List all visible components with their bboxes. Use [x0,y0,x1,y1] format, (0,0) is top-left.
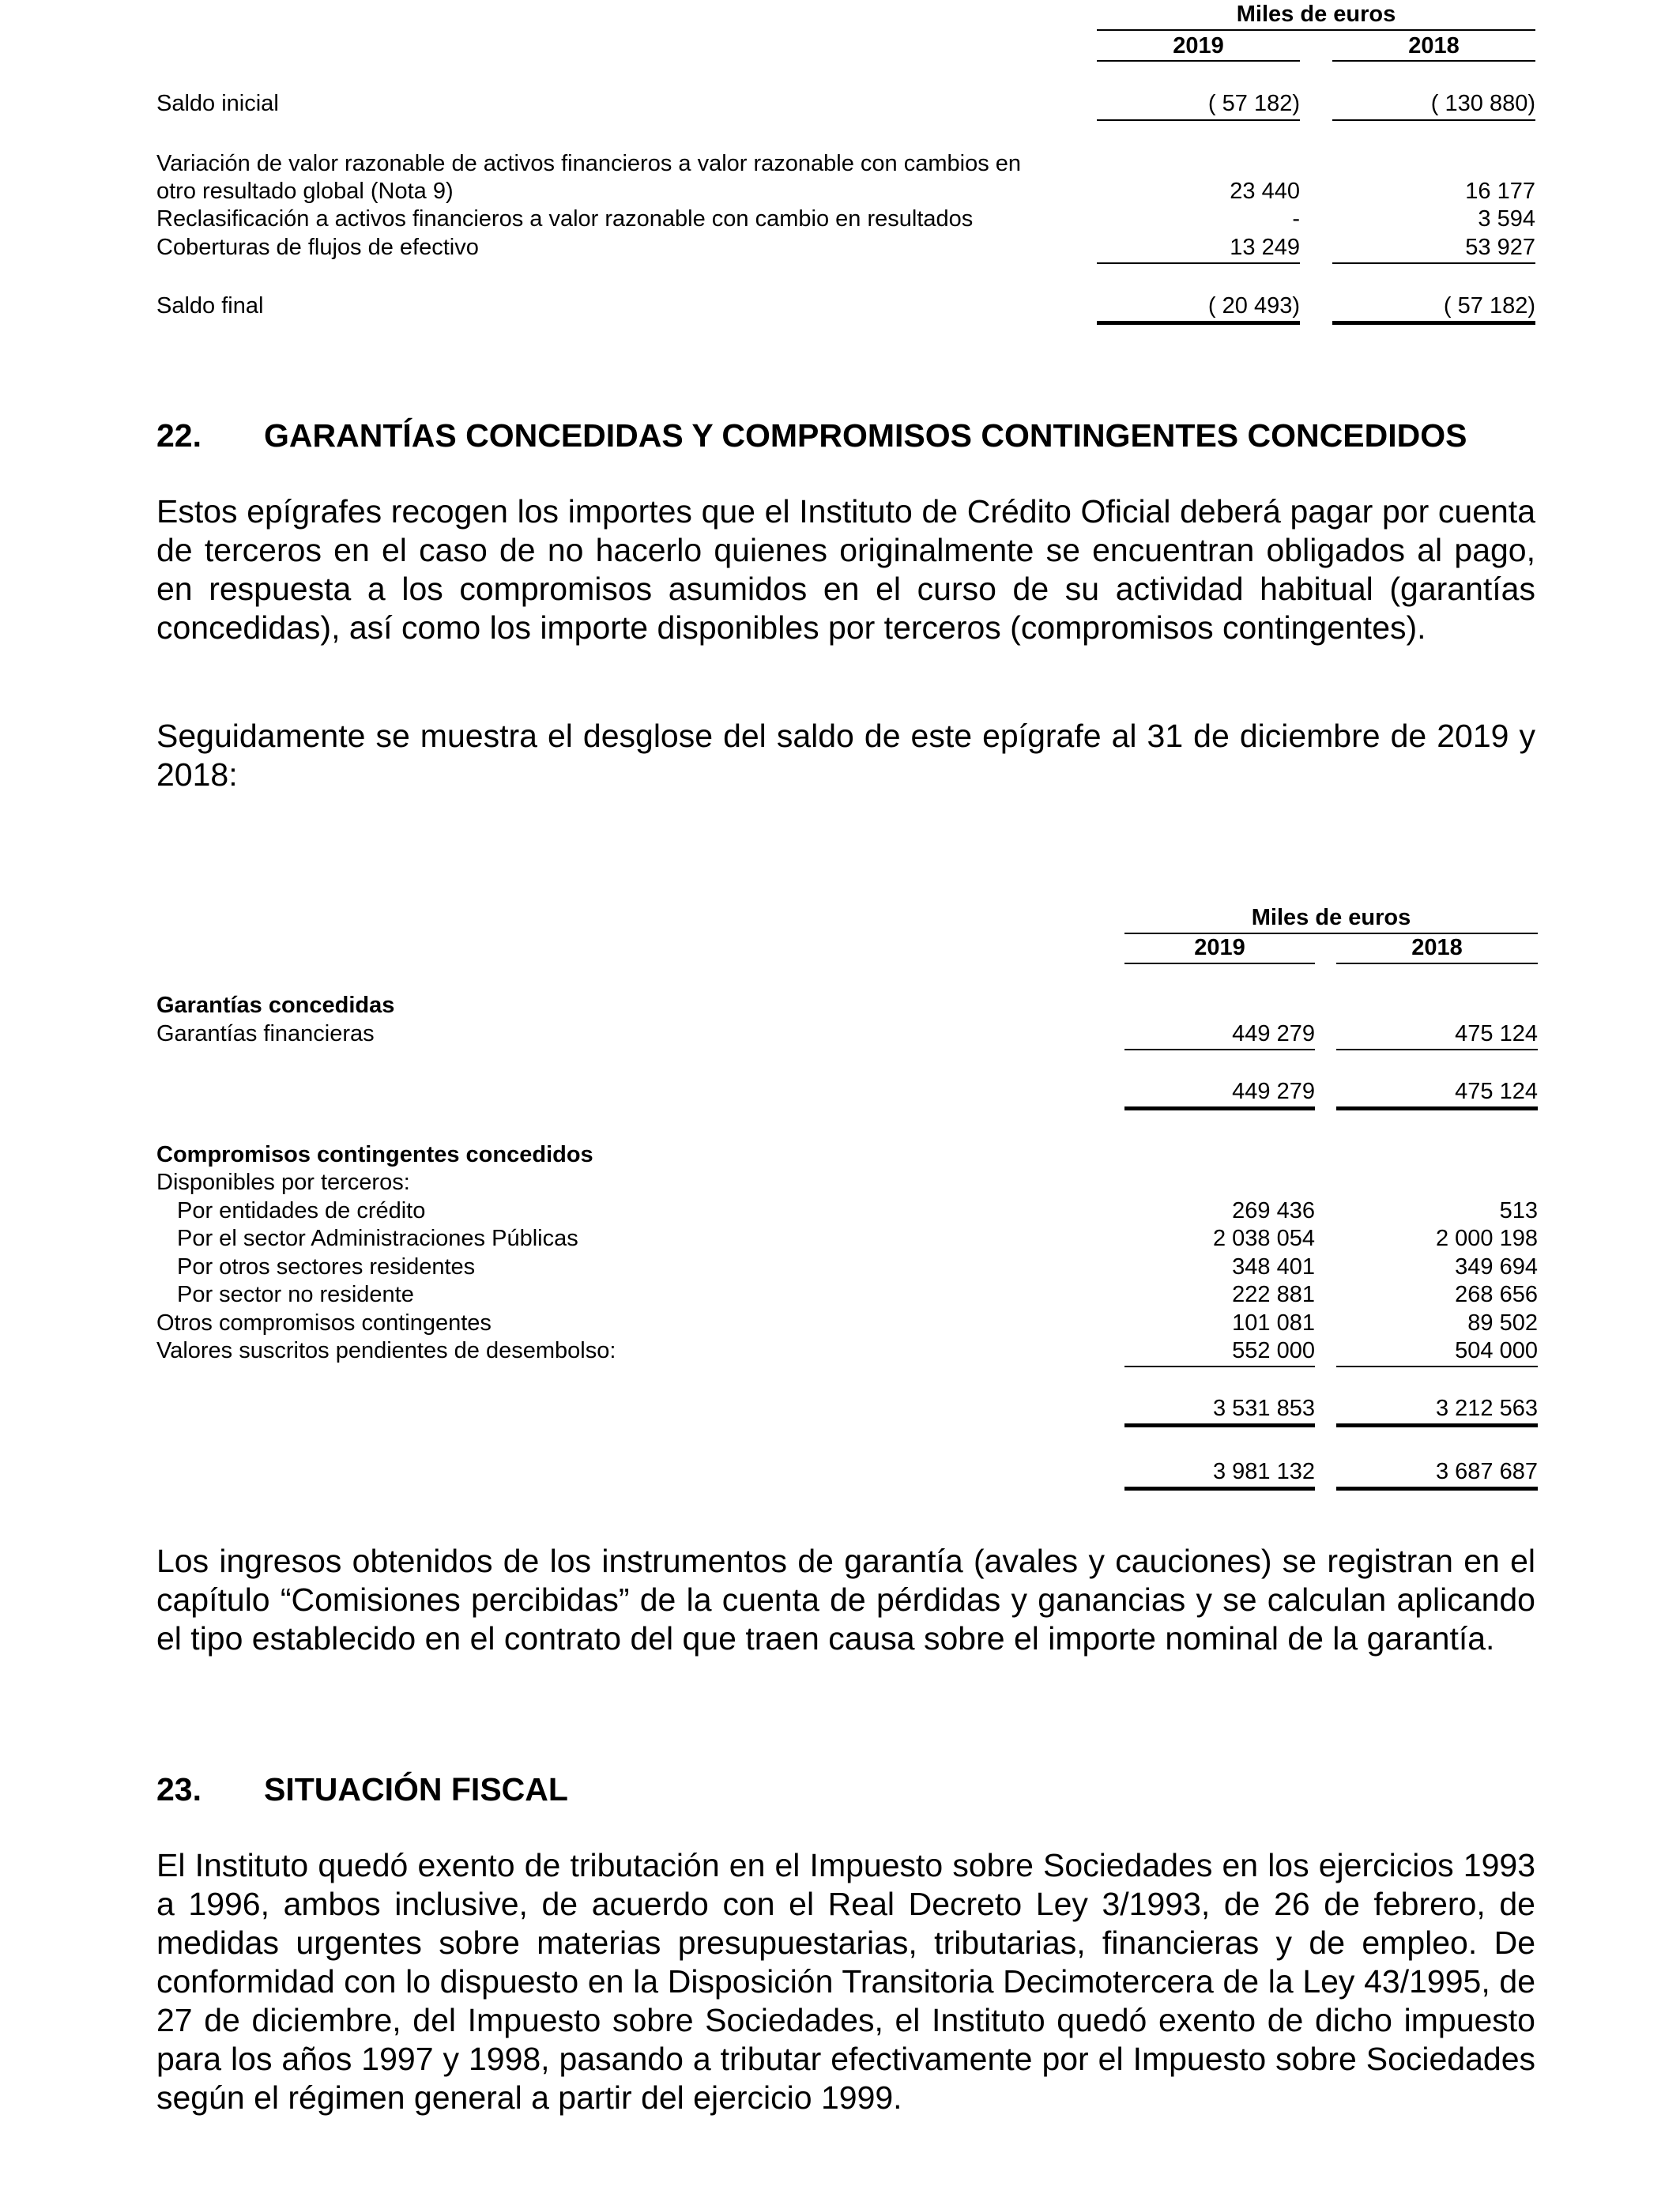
section-number: 22. [156,417,202,454]
year-header-2019: 2019 [1173,33,1224,58]
value-2018: 475 124 [1455,1021,1538,1046]
unit-header: Miles de euros [1236,2,1396,27]
header-rule [1097,29,1535,31]
value-2018: 3 594 [1478,206,1535,232]
subtotal-2018: 475 124 [1455,1079,1538,1104]
value-2019: ( 20 493) [1207,293,1300,319]
section-title: SITUACIÓN FISCAL [264,1771,568,1808]
row-label: Por otros sectores residentes [177,1254,476,1280]
subtotal-rule [1336,1049,1538,1050]
value-2019: 13 249 [1230,235,1300,260]
row-label: Valores suscritos pendientes de desembolso: [156,1338,616,1363]
total-rule [1124,1106,1315,1110]
value-2018: 2 000 198 [1435,1226,1538,1251]
header-rule [1124,933,1538,934]
grand-total-rule [1332,321,1535,325]
section-number: 23. [156,1771,202,1808]
subtotal-rule [1336,1366,1538,1367]
value-2019: 449 279 [1232,1021,1315,1046]
paragraph [156,1846,1535,2117]
value-2018: 513 [1499,1198,1538,1223]
total-rule [1124,1423,1315,1427]
row-label: Garantías financieras [156,1021,375,1046]
group-heading: Garantías concedidas [156,993,395,1018]
grand-total-rule [1124,1487,1315,1491]
subtotal-rule [1124,1049,1315,1050]
subtotal-rule [1124,1366,1315,1367]
value-2018: 53 927 [1465,235,1535,260]
paragraph [156,492,1535,647]
value-2018: ( 57 182) [1443,293,1535,319]
row-label: Saldo final [156,293,264,319]
year-rule-2019 [1124,963,1315,964]
subtotal-2019: 449 279 [1232,1079,1315,1104]
paragraph-text: Los ingresos obtenidos de los instrumentos de garantía (avales y cauciones) se registran en el capítulo “Comisiones percibidas” de la cuenta de pérdidas y ganancias y se calculan aplicando el tipo establecido en el contrato del que traen causa sobre el importe nominal de la garantía. [156,1543,1535,1657]
grand-total-rule [1336,1487,1538,1491]
section-title: GARANTÍAS CONCEDIDAS Y COMPROMISOS CONTINGENTES CONCEDIDOS [264,417,1467,454]
value-2019: 552 000 [1232,1338,1315,1363]
row-label: Coberturas de flujos de efectivo [156,235,479,260]
paragraph [156,1542,1535,1658]
paragraph-text: El Instituto quedó exento de tributación en el Impuesto sobre Sociedades en los ejercicios 1993 a 1996, ambos inclusive, de acuerdo con el Real Decreto Ley 3/1993, de 26 de febrero, de medidas urgentes sobre materias presupuestarias, tributarias, financieras y de empleo. De conformidad con lo dispuesto en la Disposición Transitoria Decimotercera de la Ley 43/1995, de 27 de diciembre, del Impuesto sobre Sociedades, el Instituto quedó exento de dicho impuesto para los años 1997 y 1998, pasando a tributar efectivamente por el Impuesto sobre Sociedades según el régimen general a partir del ejercicio 1999. [156,1847,1535,2116]
row-label: Por sector no residente [177,1282,414,1307]
paragraph [156,717,1535,794]
year-header-2019: 2019 [1194,935,1245,960]
value-2019: 2 038 054 [1212,1226,1315,1251]
value-2018: 268 656 [1455,1282,1538,1307]
year-rule-2019 [1097,60,1300,62]
row-label: Otros compromisos contingentes [156,1310,492,1336]
row-label: Por entidades de crédito [177,1198,426,1223]
value-2019: 23 440 [1230,179,1300,204]
year-header-2018: 2018 [1411,935,1463,960]
row-label-continued: otro resultado global (Nota 9) [156,179,454,204]
total-rule [1332,119,1535,121]
value-2019: 222 881 [1232,1282,1315,1307]
value-2019: ( 57 182) [1207,91,1300,116]
grand-total-2019: 3 981 132 [1212,1459,1315,1484]
value-2019: 348 401 [1232,1254,1315,1280]
year-rule-2018 [1336,963,1538,964]
value-2018: 16 177 [1465,179,1535,204]
row-label: Variación de valor razonable de activos financieros a valor razonable con cambios en [156,151,1022,176]
subtotal-rule [1332,262,1535,264]
paragraph-text: Seguidamente se muestra el desglose del saldo de este epígrafe al 31 de diciembre de 2019 y 2018: [156,718,1535,793]
total-rule [1336,1423,1538,1427]
group-heading: Compromisos contingentes concedidos [156,1142,593,1167]
grand-total-2018: 3 687 687 [1435,1459,1538,1484]
row-label: Saldo inicial [156,91,279,116]
unit-header: Miles de euros [1251,905,1411,930]
subgroup-label: Disponibles por terceros: [156,1170,410,1195]
year-header-2018: 2018 [1408,33,1460,58]
subtotal-2018: 3 212 563 [1435,1396,1538,1421]
value-2019: - [1292,206,1300,232]
total-rule [1336,1106,1538,1110]
value-2018: 349 694 [1455,1254,1538,1280]
value-2018: ( 130 880) [1430,91,1535,116]
grand-total-rule [1097,321,1300,325]
value-2019: 269 436 [1232,1198,1315,1223]
subtotal-rule [1097,262,1300,264]
total-rule [1097,119,1300,121]
value-2019: 101 081 [1232,1310,1315,1336]
subtotal-2019: 3 531 853 [1212,1396,1315,1421]
value-2018: 504 000 [1455,1338,1538,1363]
value-2018: 89 502 [1467,1310,1538,1336]
year-rule-2018 [1332,60,1535,62]
row-label: Reclasificación a activos financieros a valor razonable con cambio en resultados [156,206,974,232]
row-label: Por el sector Administraciones Públicas [177,1226,578,1251]
paragraph-text: Estos epígrafes recogen los importes que el Instituto de Crédito Oficial deberá pagar por cuenta de terceros en el caso de no hacerlo quienes originalmente se encuentran obligados al pago, en respuesta a los compromisos asumidos en el curso de su actividad habitual (garantías concedidas), así como los importe disponibles por terceros (compromisos contingentes). [156,493,1535,646]
